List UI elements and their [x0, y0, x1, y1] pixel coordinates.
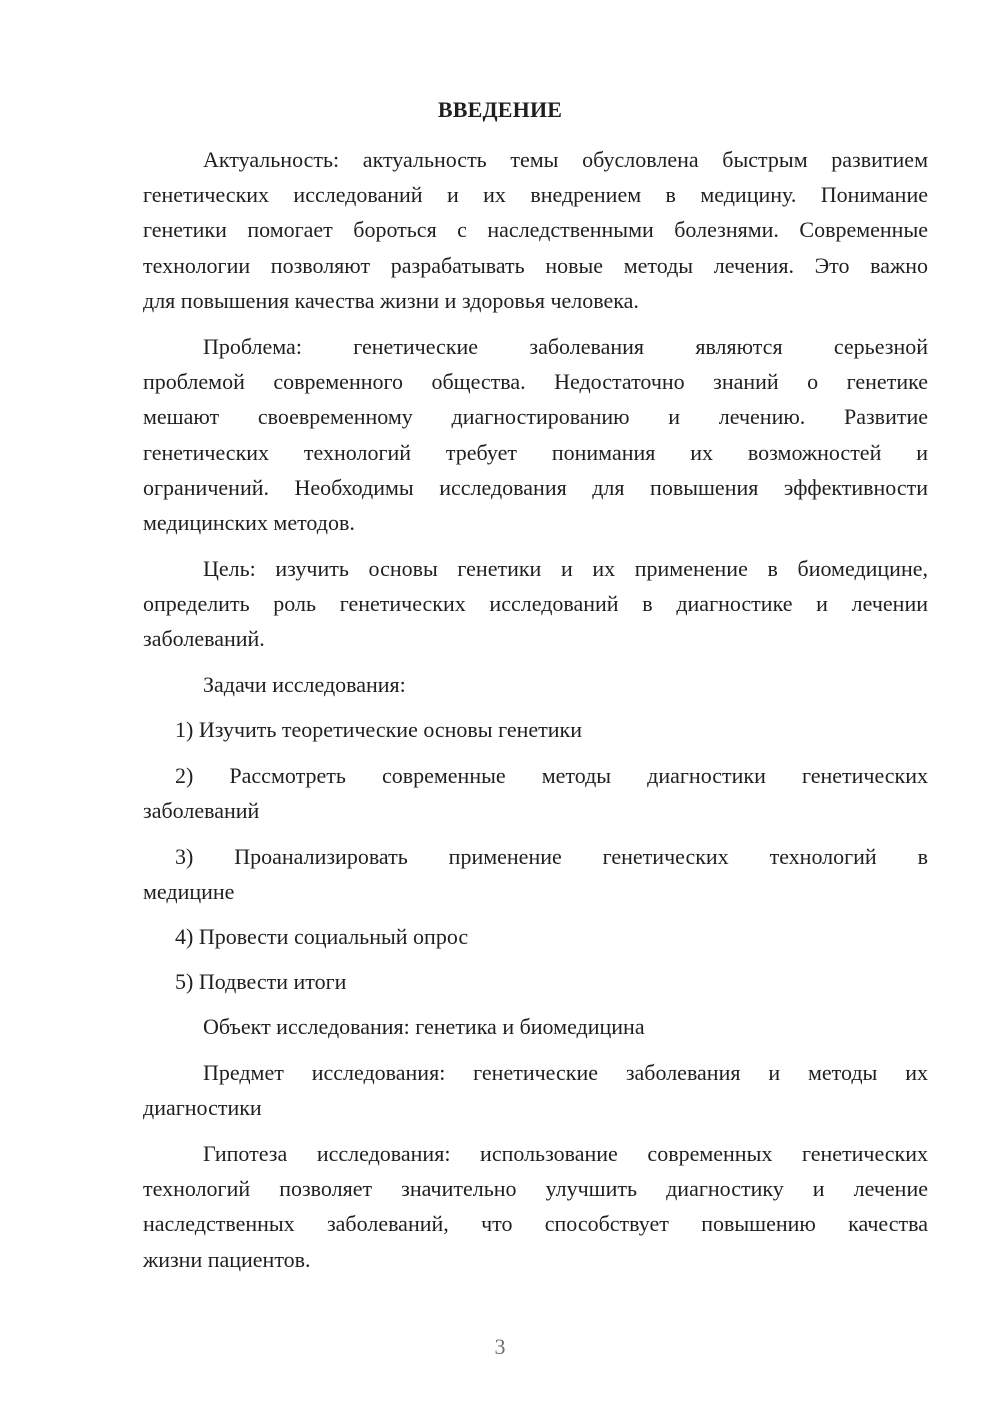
text-line: Цель: изучить основы генетики и их применение в биомедицине, — [203, 556, 928, 581]
task-item: 2) Рассмотреть современные методы диагностики генетических — [175, 763, 928, 788]
text-line: мешают своевременному диагностированию и лечению. Развитие — [143, 404, 928, 429]
text-line: ограничений. Необходимы исследования для повышения эффективности — [143, 475, 928, 500]
section-heading: ВВЕДЕНИЕ — [437, 97, 563, 122]
task-item: 1) Изучить теоретические основы генетики — [175, 717, 582, 742]
text-line: наследственных заболеваний, что способствует повышению качества — [143, 1211, 928, 1236]
text-line: Актуальность: актуальность темы обусловлена быстрым развитием — [203, 147, 928, 172]
text-line: Проблема: генетические заболевания являются серьезной — [203, 334, 928, 359]
text-line: жизни пациентов. — [143, 1247, 311, 1272]
text-line: диагностики — [143, 1095, 262, 1120]
text-line: Гипотеза исследования: использование современных генетических — [203, 1141, 928, 1166]
paragraph-object: Объект исследования: генетика и биомедицина — [203, 1014, 645, 1039]
page-number: 3 — [494, 1334, 506, 1359]
text-line: генетики помогает бороться с наследственными болезнями. Современные — [143, 217, 928, 242]
task-item: 5) Подвести итоги — [175, 969, 347, 994]
task-item: 3) Проанализировать применение генетических технологий в — [175, 844, 928, 869]
text-line: генетических технологий требует понимания их возможностей и — [143, 440, 928, 465]
task-item-continuation: медицине — [143, 879, 235, 904]
task-item-continuation: заболеваний — [143, 798, 260, 823]
text-line: для повышения качества жизни и здоровья человека. — [143, 288, 639, 313]
text-line: медицинских методов. — [143, 510, 355, 535]
text-line: Предмет исследования: генетические заболевания и методы их — [203, 1060, 928, 1085]
text-line: технологии позволяют разрабатывать новые методы лечения. Это важно — [143, 253, 928, 278]
text-line: генетических исследований и их внедрением в медицину. Понимание — [143, 182, 928, 207]
text-line: заболеваний. — [143, 626, 265, 651]
task-item: 4) Провести социальный опрос — [175, 924, 469, 949]
tasks-heading: Задачи исследования: — [203, 672, 406, 697]
text-line: определить роль генетических исследований в диагностике и лечении — [143, 591, 928, 616]
text-line: технологий позволяет значительно улучшить диагностику и лечение — [143, 1176, 928, 1201]
text-line: проблемой современного общества. Недостаточно знаний о генетике — [143, 369, 928, 394]
